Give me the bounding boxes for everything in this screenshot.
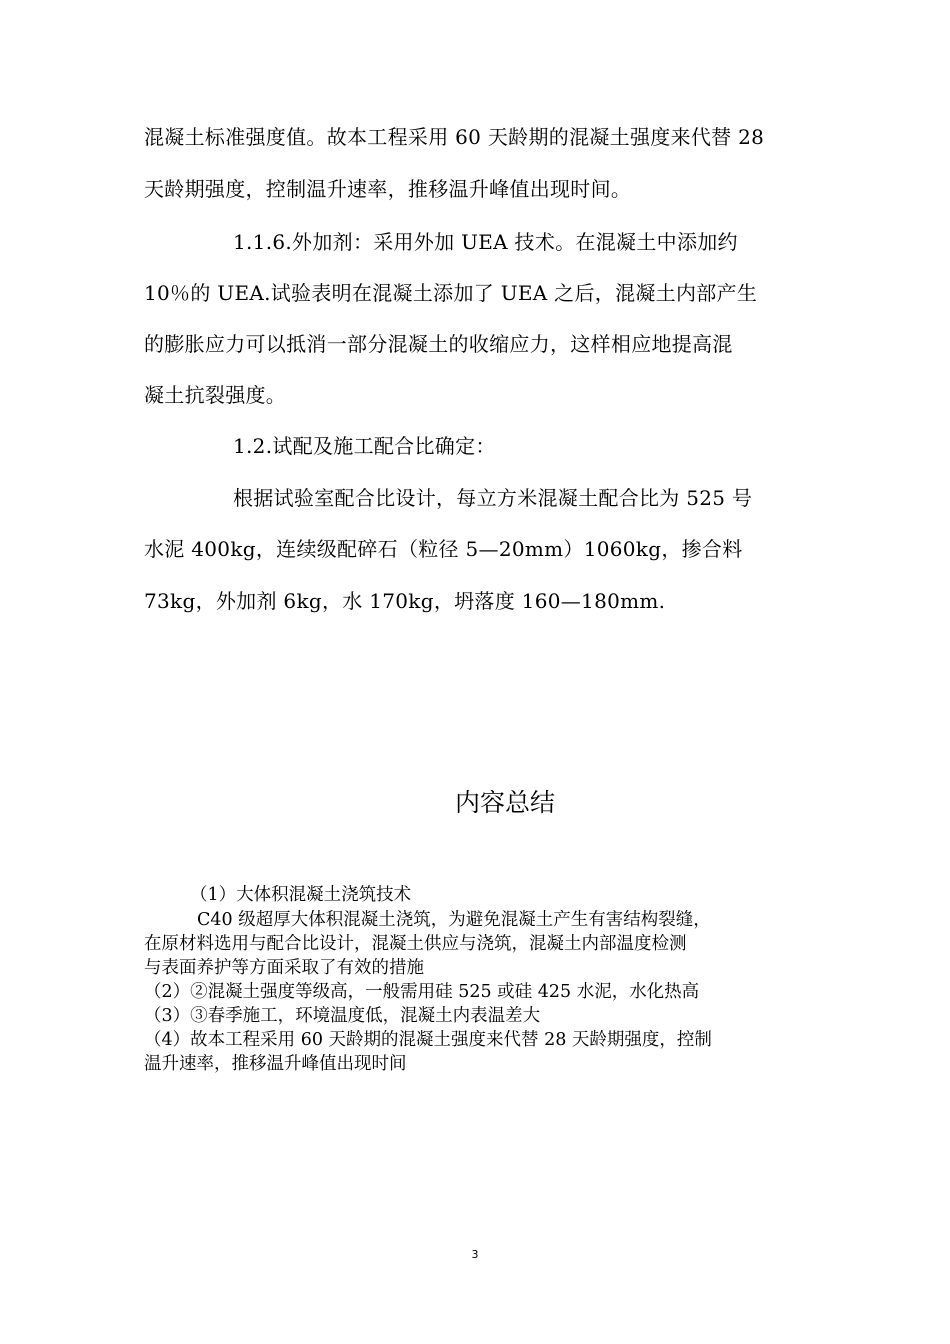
summary-item-2: （2）②混凝土强度等级高，一般需用硅 525 或硅 425 水泥，水化热高 — [144, 982, 700, 1002]
section-heading-1-2: 1.2.试配及施工配合比确定： — [233, 434, 496, 458]
summary-line-2: C40 级超厚大体积混凝土浇筑，为避免混凝土产生有害结构裂缝， — [197, 910, 711, 930]
body-line-2: 天龄期强度，控制温升速率，推移温升峰值出现时间。 — [144, 177, 632, 201]
summary-item-1: （1）大体积混凝土浇筑技术 — [190, 885, 412, 905]
summary-line-3: 在原材料选用与配合比设计，混凝土供应与浇筑，混凝土内部温度检测 — [144, 934, 687, 954]
body-line-8: 根据试验室配合比设计，每立方米混凝土配合比为 525 号 — [233, 486, 753, 510]
summary-line-8: 温升速率，推移温升峰值出现时间 — [144, 1054, 407, 1074]
body-line-4: 10％的 UEA.试验表明在混凝土添加了 UEA 之后，混凝土内部产生 — [144, 281, 758, 305]
body-line-6: 凝土抗裂强度。 — [144, 383, 287, 407]
page-number: 3 — [471, 1248, 479, 1261]
summary-item-4: （4）故本工程采用 60 天龄期的混凝土强度来代替 28 天龄期强度，控制 — [144, 1030, 712, 1050]
summary-line-4: 与表面养护等方面采取了有效的措施 — [144, 958, 424, 978]
body-line-9: 水泥 400kg，连续级配碎石（粒径 5—20mm）1060kg，掺合料 — [144, 537, 743, 561]
summary-item-3: （3）③春季施工，环境温度低，混凝土内表温差大 — [144, 1006, 541, 1026]
body-line-10: 73kg，外加剂 6kg，水 170kg，坍落度 160—180mm. — [144, 589, 666, 613]
summary-title: 内容总结 — [454, 788, 555, 817]
body-line-1: 混凝土标准强度值。故本工程采用 60 天龄期的混凝土强度来代替 28 — [144, 125, 765, 149]
body-line-3: 1.1.6.外加剂：采用外加 UEA 技术。在混凝土中添加约 — [233, 230, 738, 254]
body-line-5: 的膨胀应力可以抵消一部分混凝土的收缩应力，这样相应地提高混 — [144, 332, 733, 356]
